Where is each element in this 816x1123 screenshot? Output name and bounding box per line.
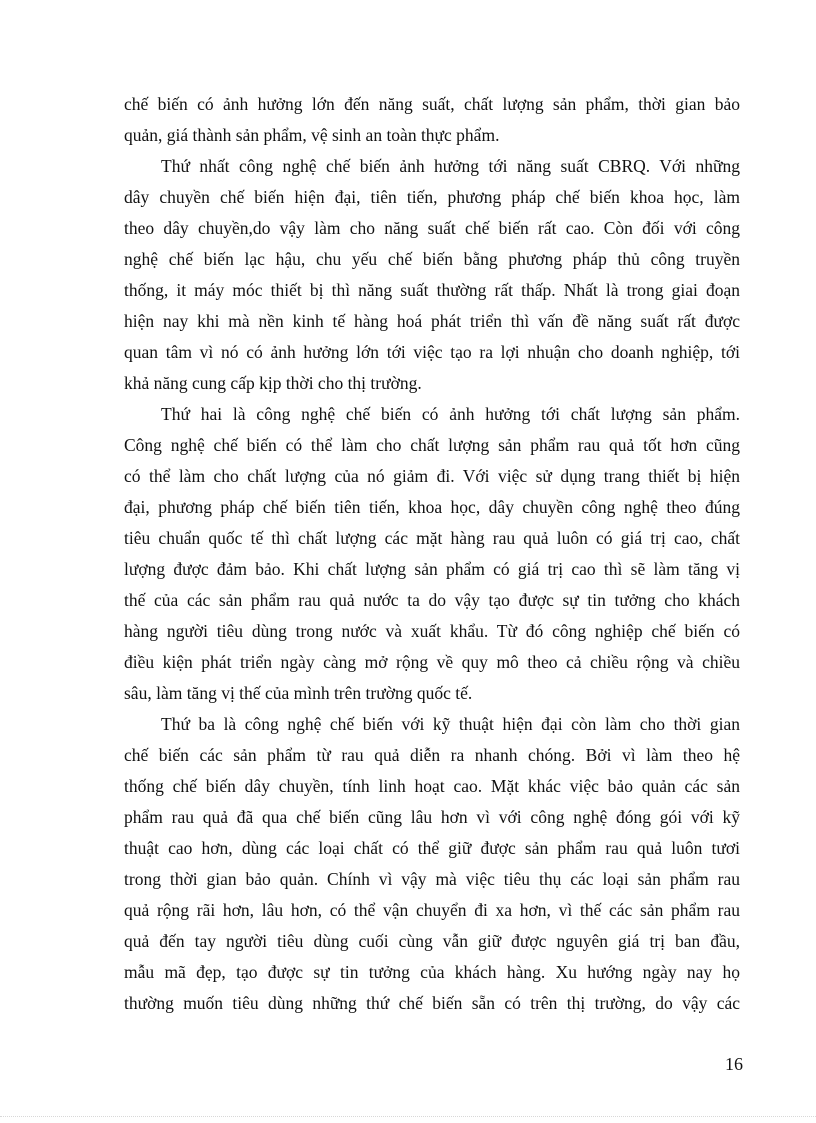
text-line: tiêu chuẩn quốc tế thì chất lượng các mặt hàng rau quả luôn có giá trị cao, chất <box>124 528 740 548</box>
text-line: Thứ hai là công nghệ chế biến có ảnh hưởng tới chất lượng sản phẩm. <box>161 404 740 424</box>
paragraph-4 <box>124 709 740 1019</box>
paragraph-3 <box>124 399 740 709</box>
text-line: quả đến tay người tiêu dùng cuối cùng vẫn giữ được nguyên giá trị ban đầu, <box>124 931 740 951</box>
text-line: trong thời gian bảo quản. Chính vì vậy mà việc tiêu thụ các loại sản phẩm rau <box>124 869 740 889</box>
text-line: Công nghệ chế biến có thể làm cho chất lượng sản phẩm rau quả tốt hơn cũng <box>124 435 740 455</box>
document-body <box>124 89 740 1019</box>
text-line: sâu, làm tăng vị thế của mình trên trường quốc tế. <box>124 683 473 703</box>
text-line: điều kiện phát triển ngày càng mở rộng về quy mô theo cả chiều rộng và chiều <box>124 652 740 672</box>
text-line: hàng người tiêu dùng trong nước và xuất khẩu. Từ đó công nghiệp chế biến có <box>124 621 740 641</box>
text-line: đại, phương pháp chế biến tiên tiến, khoa học, dây chuyền công nghệ theo đúng <box>124 497 740 517</box>
text-line: thống chế biến dây chuyền, tính linh hoạt cao. Mặt khác việc bảo quản các sản <box>124 776 740 796</box>
text-line: quản, giá thành sản phẩm, vệ sinh an toàn thực phẩm. <box>124 125 500 145</box>
text-line: quả rộng rãi hơn, lâu hơn, có thể vận chuyển đi xa hơn, vì thế các sản phẩm rau <box>124 900 740 920</box>
text-line: khả năng cung cấp kịp thời cho thị trường. <box>124 373 422 393</box>
text-line: có thể làm cho chất lượng của nó giảm đi. Với việc sử dụng trang thiết bị hiện <box>124 466 740 486</box>
text-line: theo dây chuyền,do vậy làm cho năng suất chế biến rất cao. Còn đối với công <box>124 218 740 238</box>
footer-divider <box>0 1116 816 1117</box>
page-number: 16 <box>725 1054 743 1074</box>
text-line: thuật cao hơn, dùng các loại chất có thể giữ được sản phẩm rau quả luôn tươi <box>124 838 740 858</box>
text-line: mẫu mã đẹp, tạo được sự tin tưởng của khách hàng. Xu hướng ngày nay họ <box>124 962 740 982</box>
text-line: chế biến các sản phẩm từ rau quả diễn ra nhanh chóng. Bởi vì làm theo hệ <box>124 745 740 765</box>
text-line: Thứ nhất công nghệ chế biến ảnh hưởng tới năng suất CBRQ. Với những <box>161 156 740 176</box>
text-line: Thứ ba là công nghệ chế biến với kỹ thuật hiện đại còn làm cho thời gian <box>161 714 740 734</box>
text-line: lượng được đảm bảo. Khi chất lượng sản phẩm có giá trị cao thì sẽ làm tăng vị <box>124 559 740 579</box>
text-line: phẩm rau quả đã qua chế biến cũng lâu hơn vì với công nghệ đóng gói với kỹ <box>124 807 740 827</box>
paragraph-1 <box>124 89 740 151</box>
text-line: thống, it máy móc thiết bị thì năng suất thường rất thấp. Nhất là trong giai đoạn <box>124 280 740 300</box>
text-line: thế của các sản phẩm rau quả nước ta do vậy tạo được sự tin tưởng cho khách <box>124 590 740 610</box>
text-line: hiện nay khi mà nền kinh tế hàng hoá phát triển thì vấn đề năng suất rất được <box>124 311 740 331</box>
paragraph-2 <box>124 151 740 399</box>
text-line: thường muốn tiêu dùng những thứ chế biến sẵn có trên thị trường, do vậy các <box>124 993 740 1013</box>
text-line: chế biến có ảnh hưởng lớn đến năng suất, chất lượng sản phẩm, thời gian bảo <box>124 94 740 114</box>
text-line: dây chuyền chế biến hiện đại, tiên tiến, phương pháp chế biến khoa học, làm <box>124 187 740 207</box>
text-line: nghệ chế biến lạc hậu, chu yếu chế biến bằng phương pháp thủ công truyền <box>124 249 740 269</box>
text-line: quan tâm vì nó có ảnh hưởng lớn tới việc tạo ra lợi nhuận cho doanh nghiệp, tới <box>124 342 740 362</box>
